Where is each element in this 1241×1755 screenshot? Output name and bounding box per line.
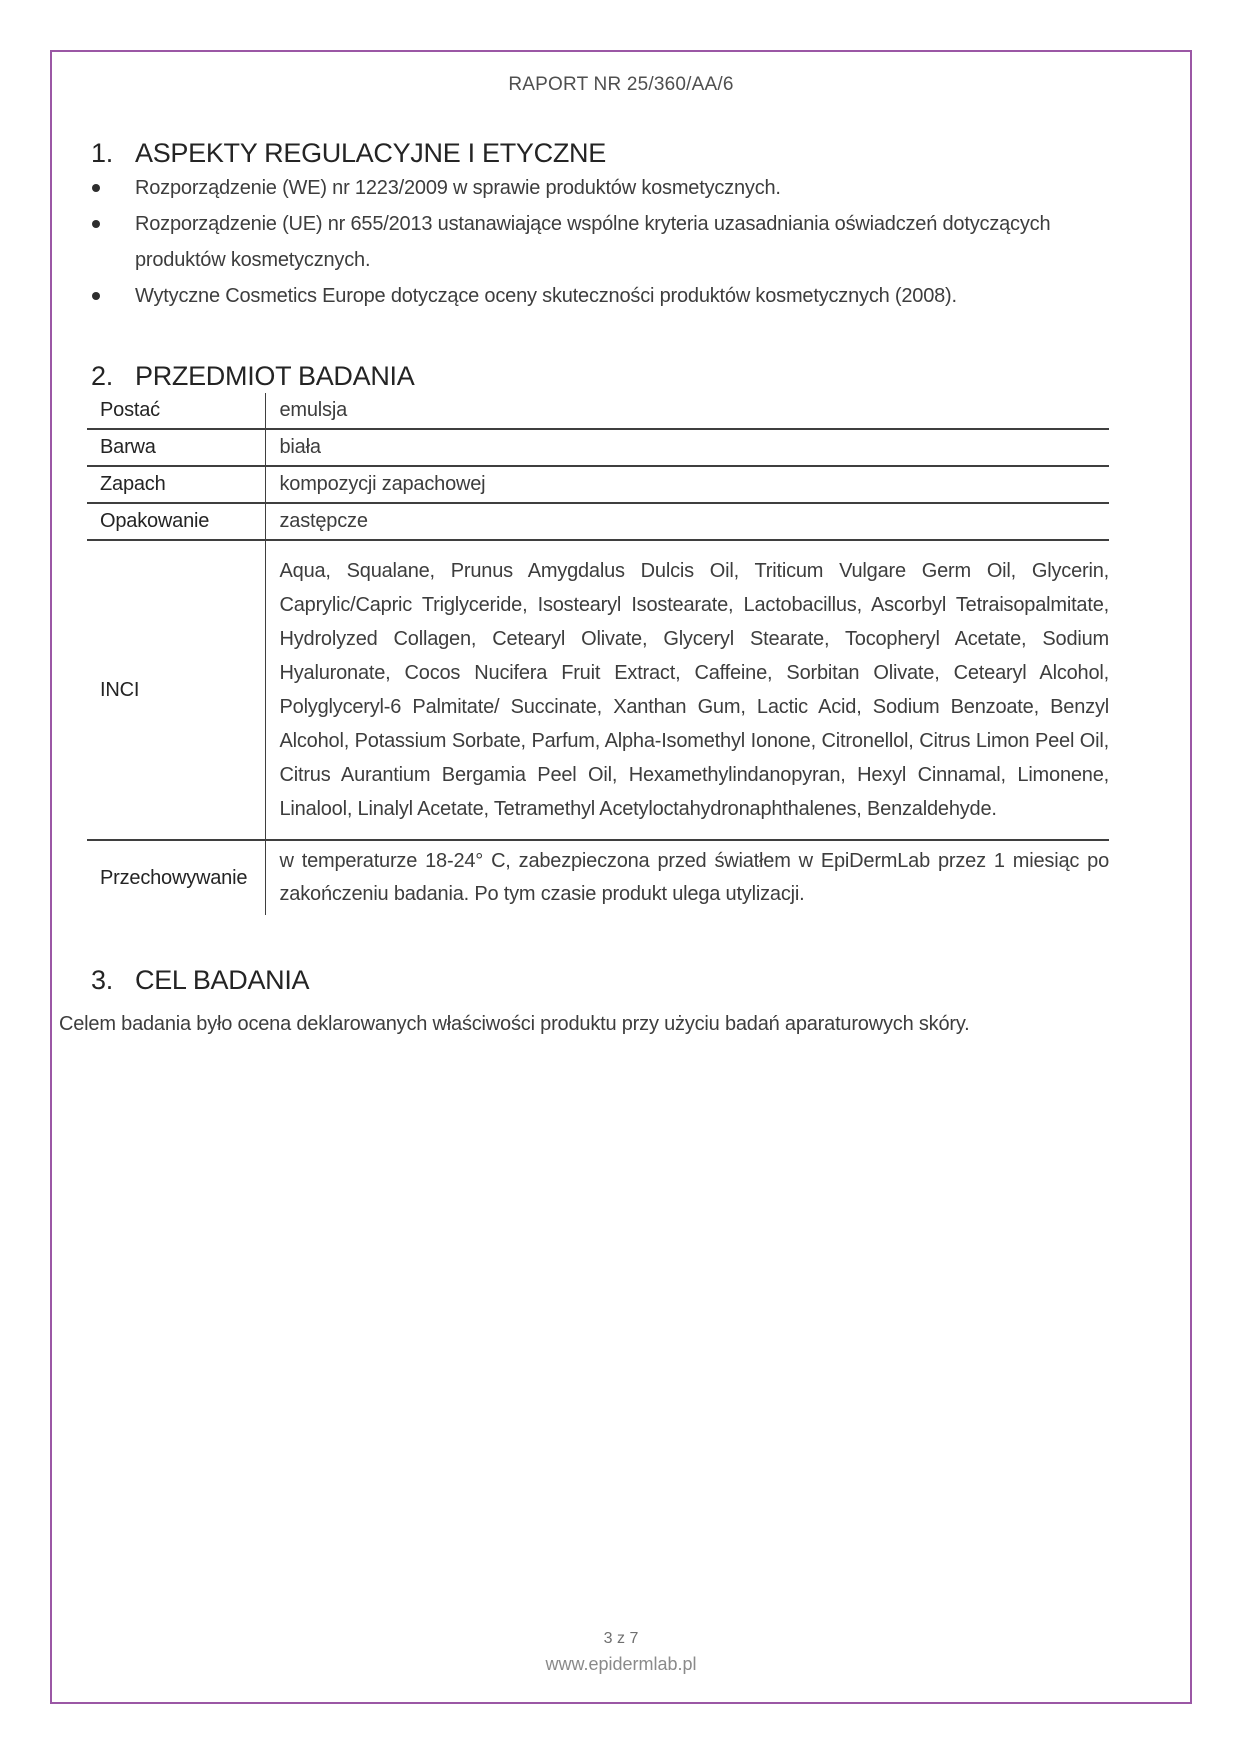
row-value: kompozycji zapachowej <box>265 466 1109 503</box>
table-row <box>87 503 1109 540</box>
row-value: zastępcze <box>265 503 1109 540</box>
table-row <box>87 393 1109 429</box>
list-item <box>135 278 1109 314</box>
row-value: biała <box>265 429 1109 466</box>
section-1-heading <box>52 136 1190 170</box>
row-label: Opakowanie <box>87 503 265 540</box>
row-value: emulsja <box>265 393 1109 429</box>
row-label: Przechowywanie <box>87 840 265 915</box>
report-page <box>50 50 1192 1704</box>
table-row-storage <box>87 840 1109 915</box>
bullet-icon <box>92 292 100 300</box>
bullet-text: Rozporządzenie (UE) nr 655/2013 ustanawiające wspólne kryteria uzasadniania oświadczeń dotyczących produktów kosmetycznych. <box>135 213 1051 271</box>
page-footer <box>52 1627 1190 1677</box>
bullet-text: Rozporządzenie (WE) nr 1223/2009 w sprawie produktów kosmetycznych. <box>135 177 781 199</box>
section-2-title: PRZEDMIOT BADANIA <box>135 361 415 391</box>
row-label: Zapach <box>87 466 265 503</box>
row-label: INCI <box>87 540 265 840</box>
row-label: Postać <box>87 393 265 429</box>
list-item <box>135 206 1109 278</box>
row-value: w temperaturze 18-24° C, zabezpieczona przed światłem w EpiDermLab przez 1 miesiąc po zakończeniu badania. Po tym czasie produkt ulega utylizacji. <box>279 850 1109 905</box>
website-url: www.epidermlab.pl <box>545 1654 697 1674</box>
section-2-number: 2. <box>91 361 113 391</box>
regulatory-bullet-list <box>135 170 1109 314</box>
page-number: 3 z 7 <box>603 1630 639 1647</box>
section-1-number: 1. <box>91 138 113 168</box>
row-value: Aqua, Squalane, Prunus Amygdalus Dulcis Oil, Triticum Vulgare Germ Oil, Glycerin, Caprylic/Capric Triglyceride, Isostearyl Isostearate, Lactobacillus, Ascorbyl Tetraisopalmitate, Hydrolyzed Collagen, Cetearyl Olivate, Glyceryl Stearate, Tocopheryl Acetate, Sodium Hyaluronate, Cocos Nucifera Fruit Extract, Caffeine, Sorbitan Olivate, Cetearyl Alcohol, Polyglyceryl-6 Palmitate/ Succinate, Xanthan Gum, Lactic Acid, Sodium Benzoate, Benzyl Alcohol, Potassium Sorbate, Parfum, Alpha-Isomethyl Ionone, Citronellol, Citrus Limon Peel Oil, Citrus Aurantium Bergamia Peel Oil, Hexamethylindanopyran, Hexyl Cinnamal, Limonene, Linalool, Linalyl Acetate, Tetramethyl Acetyloctahydronaphthalenes, Benzaldehyde. <box>265 540 1109 840</box>
report-number: RAPORT NR 25/360/AA/6 <box>508 74 734 95</box>
table-row-inci <box>87 540 1109 840</box>
bullet-icon <box>92 184 100 192</box>
row-label: Barwa <box>87 429 265 466</box>
study-goal-paragraph: Celem badania było ocena deklarowanych właściwości produktu przy użyciu badań aparaturowych skóry. <box>59 1013 970 1035</box>
section-1-title: ASPEKTY REGULACYJNE I ETYCZNE <box>135 138 606 168</box>
subject-table <box>87 393 1109 915</box>
section-2-heading <box>52 359 1190 393</box>
bullet-text: Wytyczne Cosmetics Europe dotyczące oceny skuteczności produktów kosmetycznych (2008). <box>135 285 957 307</box>
table-row <box>87 429 1109 466</box>
bullet-icon <box>92 220 100 228</box>
section-3-heading <box>52 963 1190 997</box>
section-3-number: 3. <box>91 965 113 995</box>
table-row <box>87 466 1109 503</box>
list-item <box>135 170 1109 206</box>
section-3-title: CEL BADANIA <box>135 965 310 995</box>
